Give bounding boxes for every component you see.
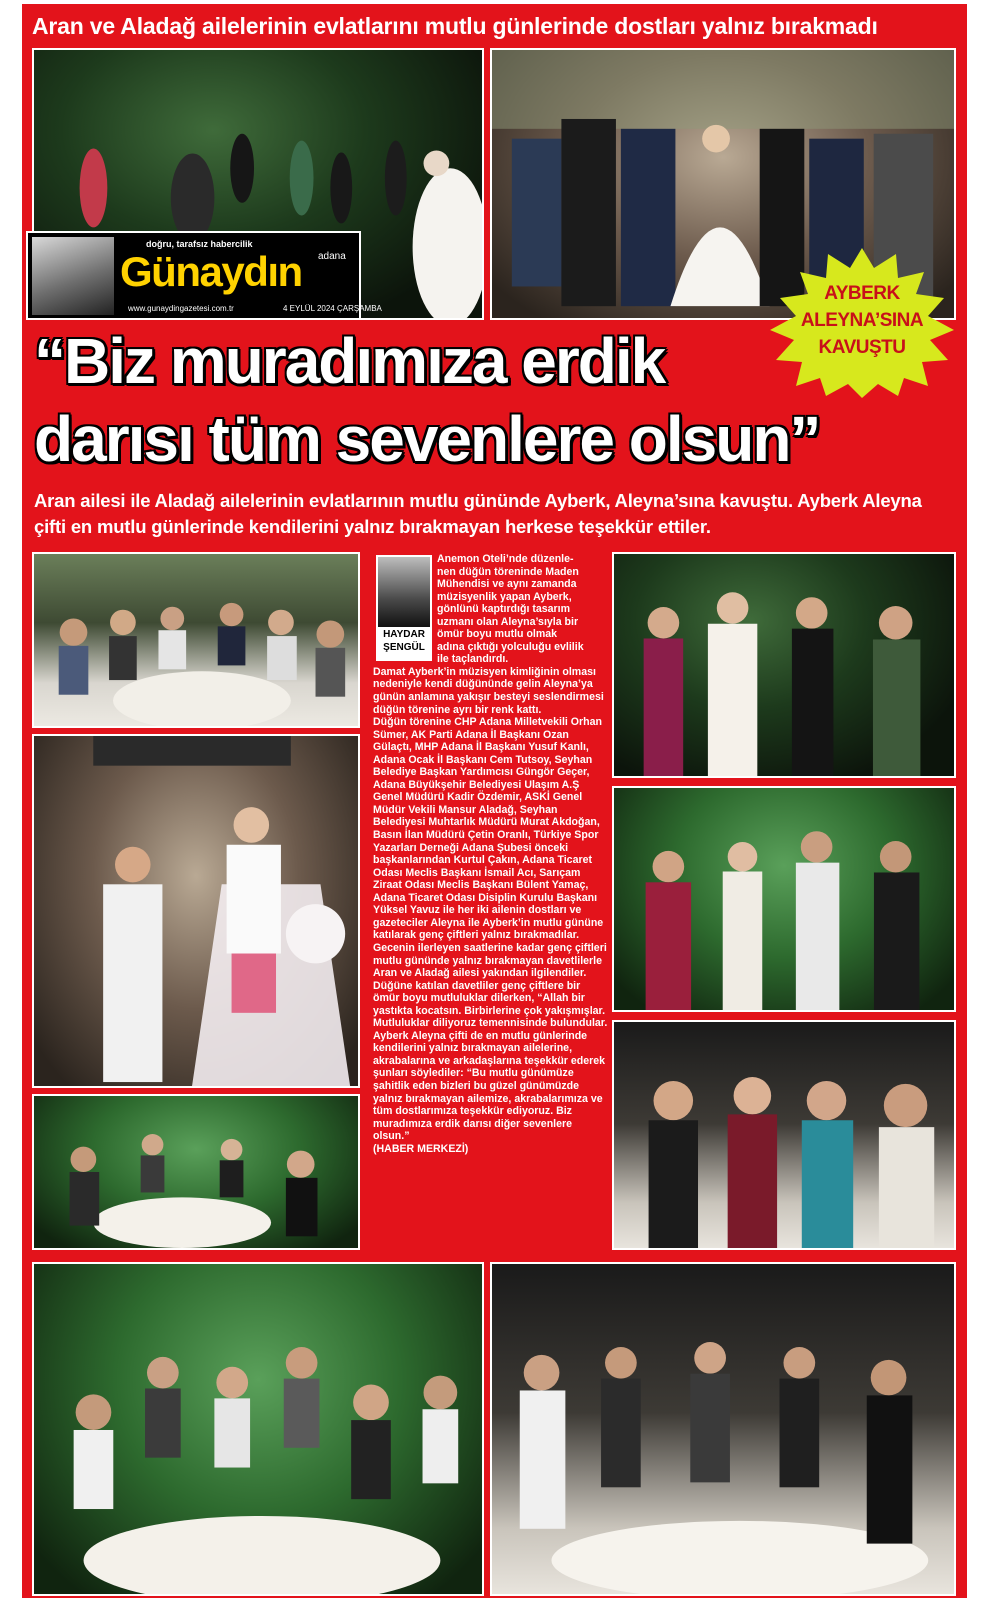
logo-tagline: doğru, tarafsız habercilik [146,239,253,249]
article-paragraph-3: Düğün törenine CHP Adana Milletvekili Orhan Sümer, AK Parti Adana İl Başkanı Ozan Gülaçtı, MHP Adana İl Başkanı Yusuf Kanlı, Adana Ocak İl Başkanı Cem Tutsoy, Seyhan Belediye Başkan Yardımcısı Güngör Geçer, Adana Büyükşehir Belediyesi Ulaşım A.Ş Genel Müdürü Kadir Özdemir, ASKİ Genel Müdür Vekili Mansur Aladağ, Seyhan Belediyesi Muhtarlık Müdürü Murat Akdoğan, Basın İlan Müdürü Çetin Oranlı, Türkiye Spor Yazarları Derneği Adana Şubesi önceki başkanlarından Kurtul Çakın, Adana Ticaret Odası Meclis Başkanı İsmail Acı, Sarıçam Ziraat Odası Meclis Başkanı Bülent Yamaç, Adana Ticaret Odası Disiplin Kurulu Başkanı Yüksel Yavuz ile her iki ailenin dostları ve gazeteciler Aleyna ile Ayberk’in mutlu gününe katılarak genç çiftleri yalnız bırakmadılar. [373,716,604,942]
newspaper-logo [26,231,382,320]
article-paragraph-6: Ayberk Aleyna çifti de en mutlu günlerinde kendilerini yalnız bırakmayan ailelerine, akrabalarına ve arkadaşlarına teşekkür ederek şunları söylediler: “Bu mutlu günümüze şahitlik eden bizleri bu güzel günümüzde yalnız bırakmayan ailemize, akrabalarımıza ve tüm dostlarımıza teşekkür ediyoruz. Biz muradımıza erdik darısı diğer sevenlere olsun.” [373,1029,606,1143]
portrait-image [32,237,114,315]
photo-table-guests-1 [32,552,360,728]
photo-women-guests [612,1020,956,1250]
badge-line-1: AYBERK [824,283,900,304]
article-paragraph-2: Damat Ayberk’in müzisyen kimliğinin olması nedeniyle kendi düğününde gelin Aleyna’ya günün anlamına yakışır besteyi seslendirmesi düğün törenine ayrı bir renk kattı. [373,665,604,716]
logo-city: adana [318,251,346,262]
article-intro-line: adına çıktığı yolculuğu evlilik [437,640,584,653]
lead-paragraph: Aran ailesi ile Aladağ ailelerinin evlatlarının mutlu gününde Ayberk, Aleyna’sına kavuştu. Ayberk Aleyna çifti en mutlu günlerinde kendilerini yalnız bırakmayan herkese teşekkür ettiler. [34,490,922,537]
logo-date: 4 EYLÜL 2024 ÇARŞAMBA [283,304,382,313]
top-headline: Aran ve Aladağ ailelerinin evlatlarını mutlu günlerinde dostları yalnız bırakmadı [32,13,878,39]
photo-table-guests-2 [32,1094,360,1250]
article-intro-line: nen düğün töreninde Maden [437,565,579,578]
article-intro-line: gönlünü kaptırdığı tasarım [437,603,571,616]
article-intro-line: Mühendisi ve aynı zamanda [437,578,577,591]
article-intro-line: uzmanı olan Aleyna’sıyla bir [437,615,579,628]
photo-group-table-large [32,1262,484,1596]
article-intro-line: müzisyenlik yapan Ayberk, [437,590,572,603]
author-last-name: ŞENGÜL [383,642,425,653]
article-body [373,553,609,1155]
photo-men-table [490,1262,956,1596]
photo-bride-groom-family [612,552,956,778]
article-source: (HABER MERKEZİ) [373,1142,469,1155]
article-intro-line: ile taçlandırdı. [437,653,509,666]
main-title-line-1: “Biz muradımıza erdik [34,325,665,397]
article-intro-line: ömür boyu mutlu olmak [437,628,558,641]
photo-four-guests [612,786,956,1012]
article-intro-line: Anemon Oteli’nde düzenle- [437,553,574,565]
badge-line-2: ALEYNA’SINA [800,310,924,331]
main-title-line-2: darısı tüm sevenlere olsun” [34,403,820,475]
author-first-name: HAYDAR [383,629,425,640]
photo-couple-dancing [32,734,360,1088]
logo-brand: Günaydın [120,248,302,295]
logo-website: www.gunaydingazetesi.com.tr [128,304,234,313]
article-paragraph-4: Gecenin ilerleyen saatlerine kadar genç çiftleri mutlu gününde yalnız bırakmayan davetlilerle Aran ve Aladağ ailesi yakından ilgilendiler. [373,941,607,980]
article-paragraph-5: Düğüne katılan davetliler genç çiftlere bir ömür boyu mutluluklar dilerken, “Allah bir yastıkta kocatsın. Birbirlerine çok yakışmışlar. Mutluluklar diliyoruz temennisinde bulundular. [373,979,608,1030]
badge-line-3: KAVUŞTU [818,337,906,358]
